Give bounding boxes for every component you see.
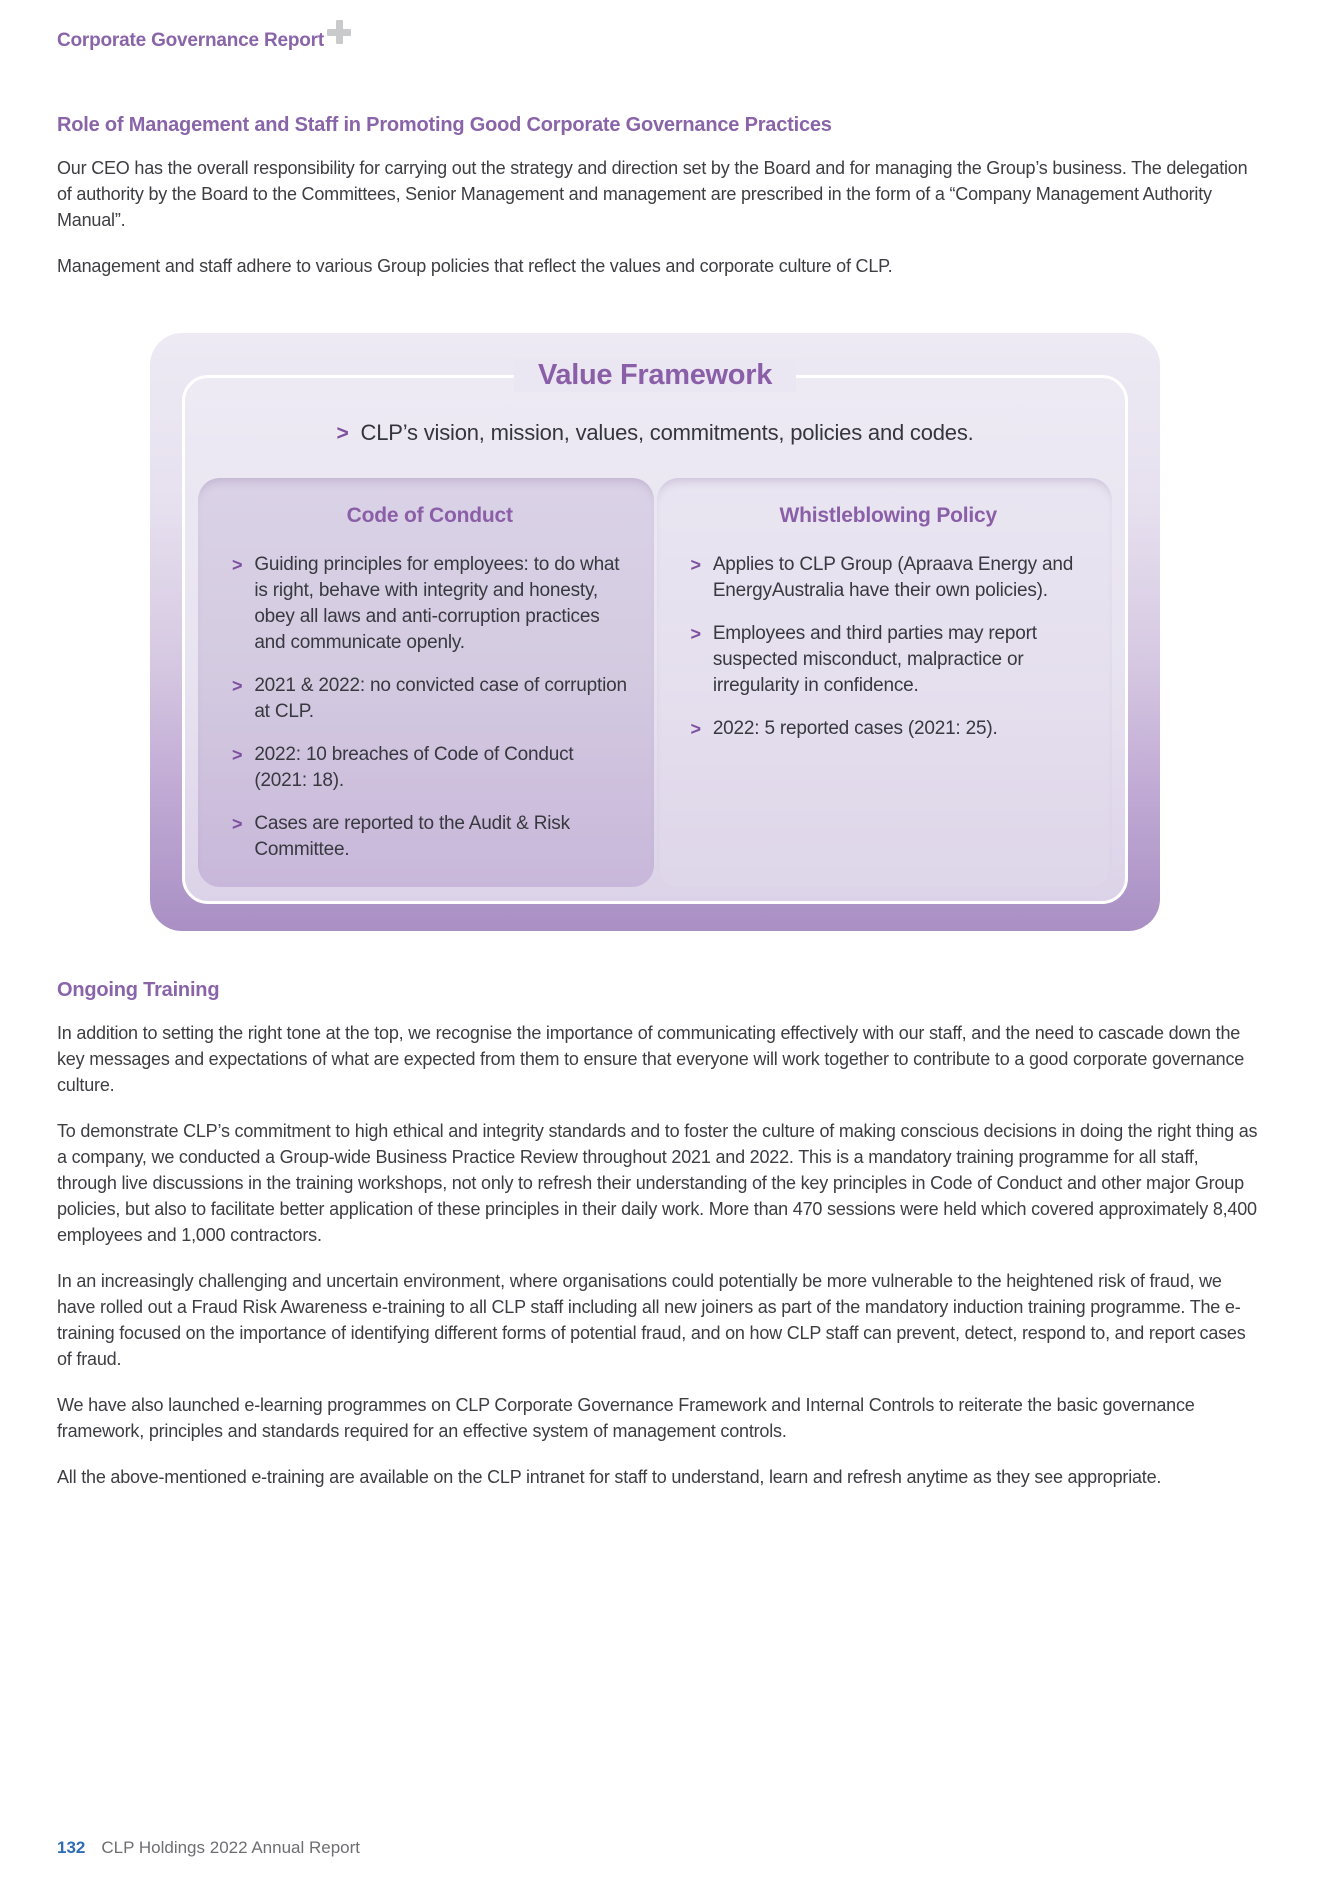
bullet-item — [232, 673, 628, 725]
paragraph: To demonstrate CLP’s commitment to high ethical and integrity standards and to foster the culture of making conscious decisions in doing the right thing as a company, we conducted a Group-wide Business Practice Review throughout 2021 and 2022. This is a mandatory training programme for all staff, through live discussions in the training workshops, not only to refresh their understanding of the key principles in Code of Conduct and other major Group policies, but also to facilitate better application of these principles in their daily work. More than 470 sessions were held which covered approximately 8,400 employees and 1,000 contractors. — [57, 1121, 1258, 1245]
section-heading-role: Role of Management and Staff in Promoting Good Corporate Governance Practices — [57, 114, 832, 136]
column-title: Whistleblowing Policy — [779, 504, 997, 527]
paragraph: In an increasingly challenging and uncertain environment, where organisations could potentially be more vulnerable to the heightened risk of fraud, we have rolled out a Fraud Risk Awareness e-training to all CLP staff including all new joiners as part of the mandatory induction training programme. The e-training focused on the importance of identifying different forms of potential fraud, and on how CLP staff can prevent, detect, respond to, and report cases of fraud. — [57, 1271, 1246, 1369]
value-framework-lead — [205, 420, 1105, 446]
chevron-icon — [691, 716, 701, 743]
column-title: Code of Conduct — [346, 504, 513, 527]
page-footer — [57, 1838, 360, 1858]
section-heading-training: Ongoing Training — [57, 979, 220, 1001]
column-code-of-conduct — [198, 478, 654, 887]
chevron-icon — [336, 422, 348, 446]
bullet-text: Cases are reported to the Audit & Risk Committee. — [254, 813, 570, 860]
paragraph: In addition to setting the right tone at the top, we recognise the importance of communicating effectively with our staff, and the need to cascade down the key messages and expectations of what are expected from them to ensure that everyone will work together to contribute to a good corporate governance culture. — [57, 1023, 1245, 1095]
value-framework-inner-panel — [182, 358, 1128, 904]
chevron-icon — [232, 552, 242, 656]
bullet-text: 2022: 5 reported cases (2021: 25). — [712, 718, 998, 739]
column-whistleblowing-policy — [657, 478, 1113, 887]
bullet-item — [691, 552, 1087, 604]
report-header — [57, 30, 1262, 52]
value-framework-columns — [198, 478, 1112, 887]
bullet-item — [691, 716, 1087, 743]
bullet-text: Applies to CLP Group (Apraava Energy and EnergyAustralia have their own policies). — [712, 554, 1074, 601]
bullet-item — [232, 742, 628, 794]
chevron-icon — [691, 621, 701, 699]
bullet-item — [232, 811, 628, 863]
bullet-text: 2021 & 2022: no convicted case of corruption at CLP. — [254, 675, 627, 722]
bullet-text: Guiding principles for employees: to do what is right, behave with integrity and honesty, obey all laws and anti-corruption practices and communicate openly. — [254, 554, 620, 653]
value-framework-box — [150, 333, 1160, 931]
plus-icon — [327, 20, 351, 44]
bullet-item — [691, 621, 1087, 699]
chevron-icon — [691, 552, 701, 604]
paragraph: Our CEO has the overall responsibility for carrying out the strategy and direction set by the Board and for managing the Group’s business. The delegation of authority by the Board to the Committees, Senior Management and management are prescribed in the form of a “Company Management Authority Manual”. — [57, 158, 1248, 230]
value-framework-lead-text: CLP’s vision, mission, values, commitments, policies and codes. — [360, 420, 974, 445]
paragraph: Management and staff adhere to various Group policies that reflect the values and corporate culture of CLP. — [57, 256, 893, 276]
chevron-icon — [232, 811, 242, 863]
bullet-text: 2022: 10 breaches of Code of Conduct (2021: 18). — [254, 744, 574, 791]
bullet-text: Employees and third parties may report suspected misconduct, malpractice or irregularity in confidence. — [712, 623, 1037, 696]
chevron-icon — [232, 742, 242, 794]
bullet-item — [232, 552, 628, 656]
page-title: Corporate Governance Report — [57, 30, 324, 51]
chevron-icon — [232, 673, 242, 725]
value-framework-title: Value Framework — [514, 359, 796, 392]
footer-page-number: 132 — [57, 1838, 86, 1857]
paragraph: We have also launched e-learning programmes on CLP Corporate Governance Framework and Internal Controls to reiterate the basic governance framework, principles and standards required for an effective system of management controls. — [57, 1395, 1195, 1441]
footer-report-title: CLP Holdings 2022 Annual Report — [101, 1838, 361, 1857]
paragraph: All the above-mentioned e-training are available on the CLP intranet for staff to understand, learn and refresh anytime as they see appropriate. — [57, 1467, 1162, 1487]
